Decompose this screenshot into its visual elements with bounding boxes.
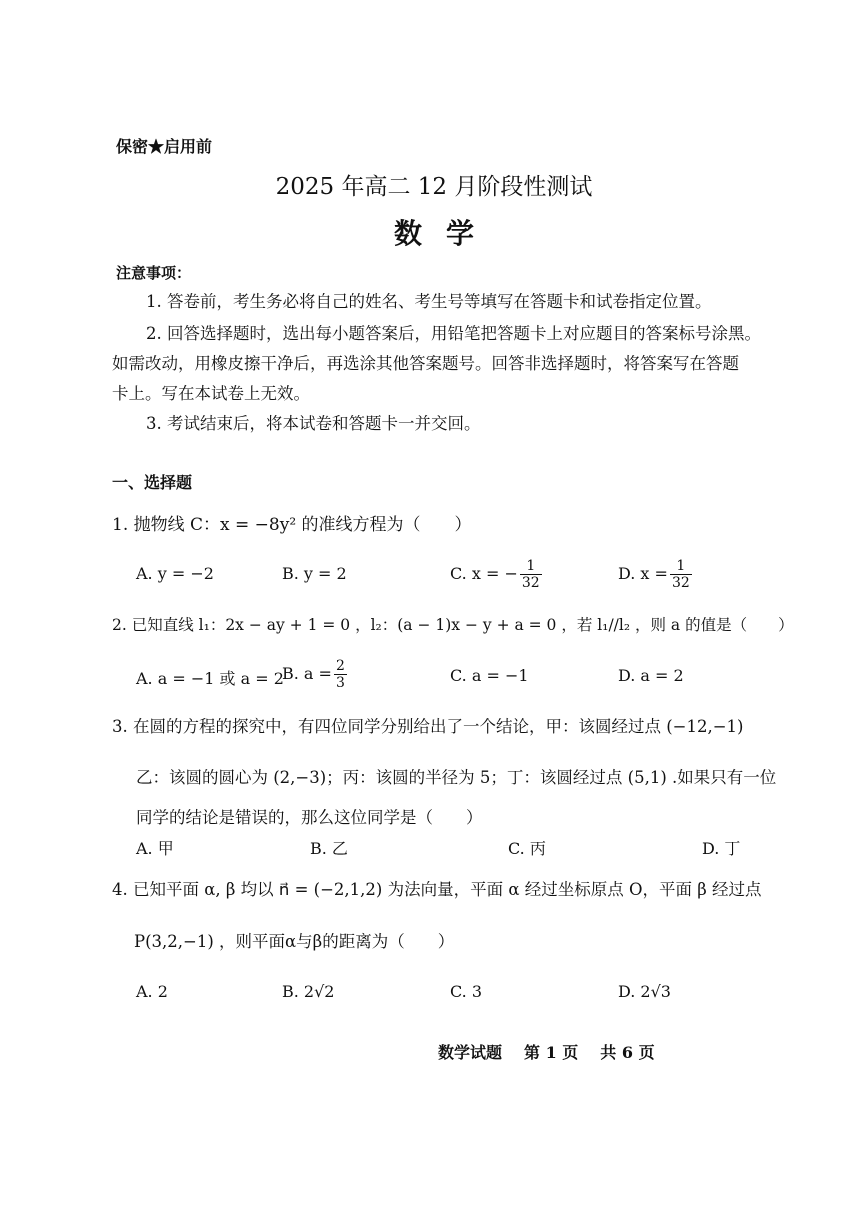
q1-stem: 1. 抛物线 C：x = −8y² 的准线方程为（ ） (112, 515, 472, 535)
q2-option-a: A. a = −1 或 a = 2 (136, 669, 284, 688)
notice-line-2: 2. 回答选择题时，选出每小题答案后，用铅笔把答题卡上对应题目的答案标号涂黑。 (146, 324, 761, 343)
notice-line-1: 1. 答卷前，考生务必将自己的姓名、考生号等填写在答题卡和试卷指定位置。 (146, 292, 712, 311)
exam-title: 2025 年高二 12 月阶段性测试 (275, 174, 593, 200)
q1-option-d-prefix: D. x = (618, 564, 668, 583)
q1-option-d-fraction (670, 558, 692, 591)
q1-option-c-prefix: C. x = − (450, 564, 518, 583)
q2-b-denominator: 3 (335, 675, 345, 691)
q4-option-d: D. 2√3 (618, 982, 671, 1001)
q2-stem: 2. 已知直线 l₁：2x − ay + 1 = 0 ，l₂：(a − 1)x − y + a = 0 ，若 l₁//l₂ ，则 a 的值是（ ） (112, 616, 794, 634)
q2-option-d: D. a = 2 (618, 666, 684, 685)
q2-option-c: C. a = −1 (450, 666, 529, 685)
footer-subject: 数学试题 (438, 1043, 503, 1062)
q4-option-a: A. 2 (136, 982, 168, 1001)
q1-c-numerator: 1 (520, 558, 542, 575)
footer-total-pages: 共 6 页 (600, 1043, 655, 1062)
q2-option-b (282, 658, 349, 691)
section-choice-title: 一、选择题 (112, 473, 193, 492)
q1-option-d (618, 558, 694, 591)
q3-option-a: A. 甲 (136, 839, 174, 858)
notice-line-5: 3. 考试结束后，将本试卷和答题卡一并交回。 (146, 414, 481, 433)
q1-option-c (450, 558, 544, 591)
q1-c-denominator: 32 (521, 575, 540, 591)
q2-option-b-fraction (334, 658, 347, 691)
notice-line-3: 如需改动，用橡皮擦干净后，再选涂其他答案题号。回答非选择题时，将答案写在答题 (112, 354, 739, 373)
q3-option-b: B. 乙 (310, 839, 348, 858)
q3-stem-line-3: 同学的结论是错误的，那么这位同学是（ ） (136, 808, 483, 827)
confidential-mark: 保密★启用前 (116, 137, 213, 156)
q1-option-a: A. y = −2 (136, 564, 214, 583)
q1-d-denominator: 32 (671, 575, 690, 591)
q3-option-c: C. 丙 (508, 839, 546, 858)
page-footer (438, 1040, 677, 1063)
q3-option-d: D. 丁 (702, 839, 741, 858)
q1-option-b: B. y = 2 (282, 564, 347, 583)
notice-heading: 注意事项： (116, 264, 192, 282)
q2-option-b-prefix: B. a = (282, 664, 332, 683)
subject-title: 数学 (393, 217, 498, 250)
q4-stem-line-1: 4. 已知平面 α, β 均以 n⃗ = (−2,1,2) 为法向量，平面 α 经过坐标原点 O，平面 β 经过点 (112, 880, 762, 899)
q2-b-numerator: 2 (335, 658, 345, 674)
footer-page-number: 第 1 页 (524, 1043, 579, 1062)
q1-d-numerator: 1 (670, 558, 692, 575)
q4-option-b: B. 2√2 (282, 982, 335, 1001)
q4-stem-line-2: P(3,2,−1) ，则平面α与β的距离为（ ） (134, 932, 455, 951)
q3-stem-line-1: 3. 在圆的方程的探究中，有四位同学分别给出了一个结论，甲：该圆经过点 (−12,−1) (112, 717, 744, 736)
notice-line-4: 卡上。写在本试卷上无效。 (112, 384, 310, 403)
q1-option-c-fraction (520, 558, 542, 591)
q3-stem-line-2: 乙：该圆的圆心为 (2,−3)；丙：该圆的半径为 5；丁：该圆经过点 (5,1) .如果只有一位 (136, 768, 777, 787)
q4-option-c: C. 3 (450, 982, 483, 1001)
